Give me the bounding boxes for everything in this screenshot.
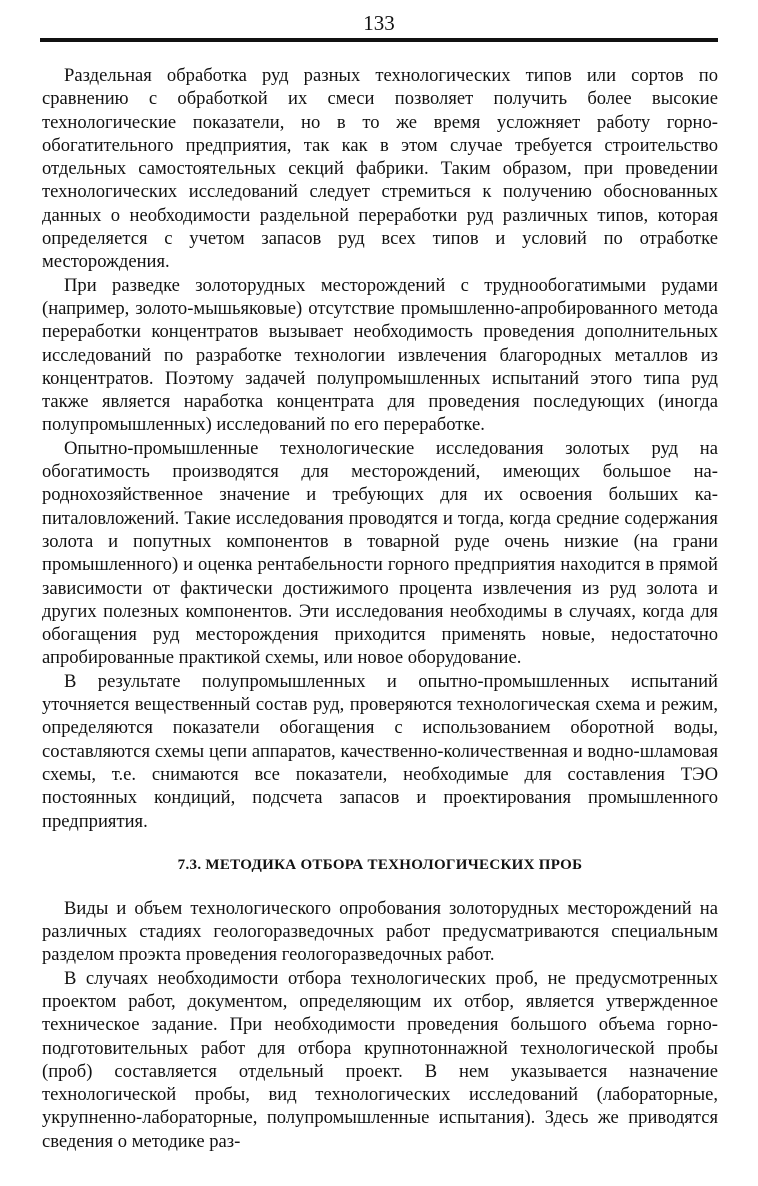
paragraph: Опытно-промышленные технологические исследования золотых руд на обогатимость производятся для месторождений, имеющих большое народнохозяйственное значение и требующих для их освоения больших капиталовложений. Такие исследования проводятся и тогда, когда средние содержания золота и попутных компонентов в товарной руде очень низкие (на грани промышленного) и оценка рентабельности горного предприятия находится в прямой зависимости от фактически достижимого процента извлечения из руд золота и других полезных компонентов. Эти исследования необходимы в случаях, когда для обогащения руд месторождения приходится применять новые, недостаточно апробированные практикой схемы, или новое оборудование. xyxy=(42,437,718,669)
paragraph: При разведке золоторудных месторождений с труднообогатимыми рудами (например, золото-мышьяковые) отсутствие промышленно-апробированного метода переработки концентратов вызывает необходимость проведения дополнительных исследований по разработке технологии извлечения благородных металлов из концентратов. Поэтому задачей полупромышленных испытаний этого типа руд также является наработка концентрата для проведения последующих (иногда полупромышленных) исследований по его переработке. xyxy=(42,274,718,436)
page-number: 133 xyxy=(363,11,395,35)
paragraph: В результате полупромышленных и опытно-промышленных испытаний уточняется вещественный состав руд, проверяются технологическая схема и режим, определяются показатели обогащения с использованием оборотной воды, составляются схемы цепи аппаратов, качественно-количественная и водно-шламовая схемы, т.е. снимаются все показатели, необходимые для составления ТЭО постоянных кондиций, подсчета запасов и проектирования промышленного предприятия. xyxy=(42,670,718,832)
paragraph: В случаях необходимости отбора технологических проб, не предусмотренных проектом работ, документом, определяющим их отбор, является утвержденное техническое задание. При необходимости проведения большого объема горно-подготовительных работ для отбора крупнотоннажной технологической пробы (проб) составляется отдельный проект. В нем указывается назначение технологической пробы, вид технологических исследований (лабораторные, укрупненно-лабораторные, полупромышленные испытания). Здесь же приводятся сведения о методике раз- xyxy=(42,967,718,1152)
header-rule xyxy=(40,38,718,42)
paragraph: Раздельная обработка руд разных технологических типов или сортов по сравнению с обработкой их смеси позволяет получить более высокие технологические показатели, но в то же время усложняет работу горнообогатительного предприятия, так как в этом случае требуется строительство отдельных самостоятельных секций фабрики. Таким образом, при проведении технологических исследований следует стремиться к получению обоснованных данных о необходимости раздельной переработки руд различных типов, которая определяется с учетом запасов руд всех типов и условий по отработке месторождения. xyxy=(42,65,718,273)
body-text xyxy=(42,64,718,1153)
paragraph: Виды и объем технологического опробования золоторудных месторождений на различных стадиях геологоразведочных работ предусматриваются специальным разделом проэкта проведения геологоразведочных работ. xyxy=(42,897,718,966)
section-heading: 7.3. МЕТОДИКА ОТБОРА ТЕХНОЛОГИЧЕСКИХ ПРОБ xyxy=(177,856,583,873)
